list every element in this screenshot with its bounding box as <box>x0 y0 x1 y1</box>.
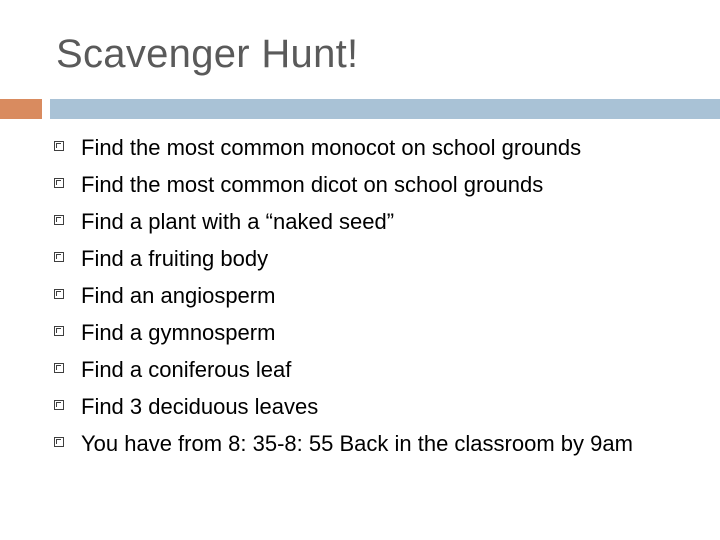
list-item <box>0 133 720 170</box>
list-item-text: Find the most common dicot on school grounds <box>81 172 544 197</box>
list-item-text: Find 3 deciduous leaves <box>81 394 319 419</box>
list-item-text: Find a plant with a “naked seed” <box>81 209 395 234</box>
square-bullet-icon <box>54 141 64 151</box>
square-bullet-icon <box>54 252 64 262</box>
list-item <box>0 281 720 318</box>
list-item-text: Find a fruiting body <box>81 246 269 271</box>
title-divider-bar <box>50 99 720 119</box>
list-item <box>0 170 720 207</box>
list-item <box>0 392 720 429</box>
square-bullet-icon <box>54 363 64 373</box>
list-item-text: You have from 8: 35-8: 55 Back in the classroom by 9am <box>81 431 633 456</box>
list-item <box>0 318 720 355</box>
list-item-text: Find a coniferous leaf <box>81 357 292 382</box>
list-item <box>0 429 720 466</box>
square-bullet-icon <box>54 178 64 188</box>
slide-title: Scavenger Hunt! <box>56 32 359 76</box>
list-item-text: Find the most common monocot on school grounds <box>81 135 582 160</box>
square-bullet-icon <box>54 400 64 410</box>
square-bullet-icon <box>54 326 64 336</box>
list-item-text: Find a gymnosperm <box>81 320 276 345</box>
list-item-text: Find an angiosperm <box>81 283 276 308</box>
bullet-list <box>0 133 720 466</box>
square-bullet-icon <box>54 437 64 447</box>
square-bullet-icon <box>54 289 64 299</box>
title-accent-bar <box>0 99 42 119</box>
list-item <box>0 207 720 244</box>
square-bullet-icon <box>54 215 64 225</box>
list-item <box>0 244 720 281</box>
list-item <box>0 355 720 392</box>
